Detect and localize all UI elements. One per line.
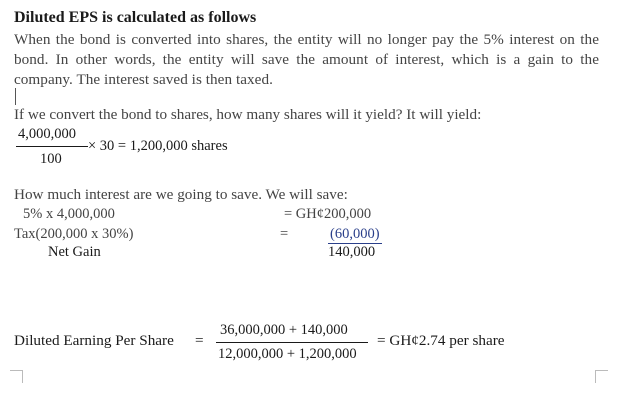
shares-result: × 30 = 1,200,000 shares [88, 138, 228, 154]
shares-fraction-denominator: 100 [40, 151, 62, 167]
shares-question: If we convert the bond to shares, how many shares will it yield? It will yield: [14, 106, 482, 123]
text-cursor [15, 88, 16, 105]
diluted-eps-fraction-bar [216, 342, 368, 343]
diluted-eps-equals: = [195, 332, 204, 349]
diluted-eps-numerator: 36,000,000 + 140,000 [220, 322, 348, 338]
doc-title: Diluted EPS is calculated as follows [14, 9, 257, 26]
page-corner-mark-right [595, 370, 608, 383]
row-interest-value: = GH¢200,000 [284, 206, 372, 222]
diluted-eps-result: = GH¢2.74 per share [377, 332, 505, 349]
shares-fraction-numerator: 4,000,000 [18, 126, 76, 142]
interest-intro: How much interest are we going to save. We will save: [14, 186, 348, 203]
row-tax-label: Tax(200,000 x 30%) [14, 226, 134, 242]
row-interest-label: 5% x 4,000,000 [23, 206, 115, 222]
row-tax-value: (60,000) [330, 226, 380, 242]
diluted-eps-label: Diluted Earning Per Share [14, 332, 174, 349]
explanation-paragraph: When the bond is converted into shares, the entity will no longer pay the 5% interest on the bond. In other words, the entity will save the amount of interest, which is a gain to the company. The interest saved is then taxed. [14, 31, 599, 88]
page-corner-mark-left [10, 370, 23, 383]
row-net-gain-value: 140,000 [328, 244, 376, 260]
diluted-eps-denominator: 12,000,000 + 1,200,000 [218, 346, 357, 362]
row-net-gain-label: Net Gain [48, 244, 101, 260]
shares-fraction-bar [16, 146, 88, 147]
row-tax-equals: = [280, 226, 289, 242]
